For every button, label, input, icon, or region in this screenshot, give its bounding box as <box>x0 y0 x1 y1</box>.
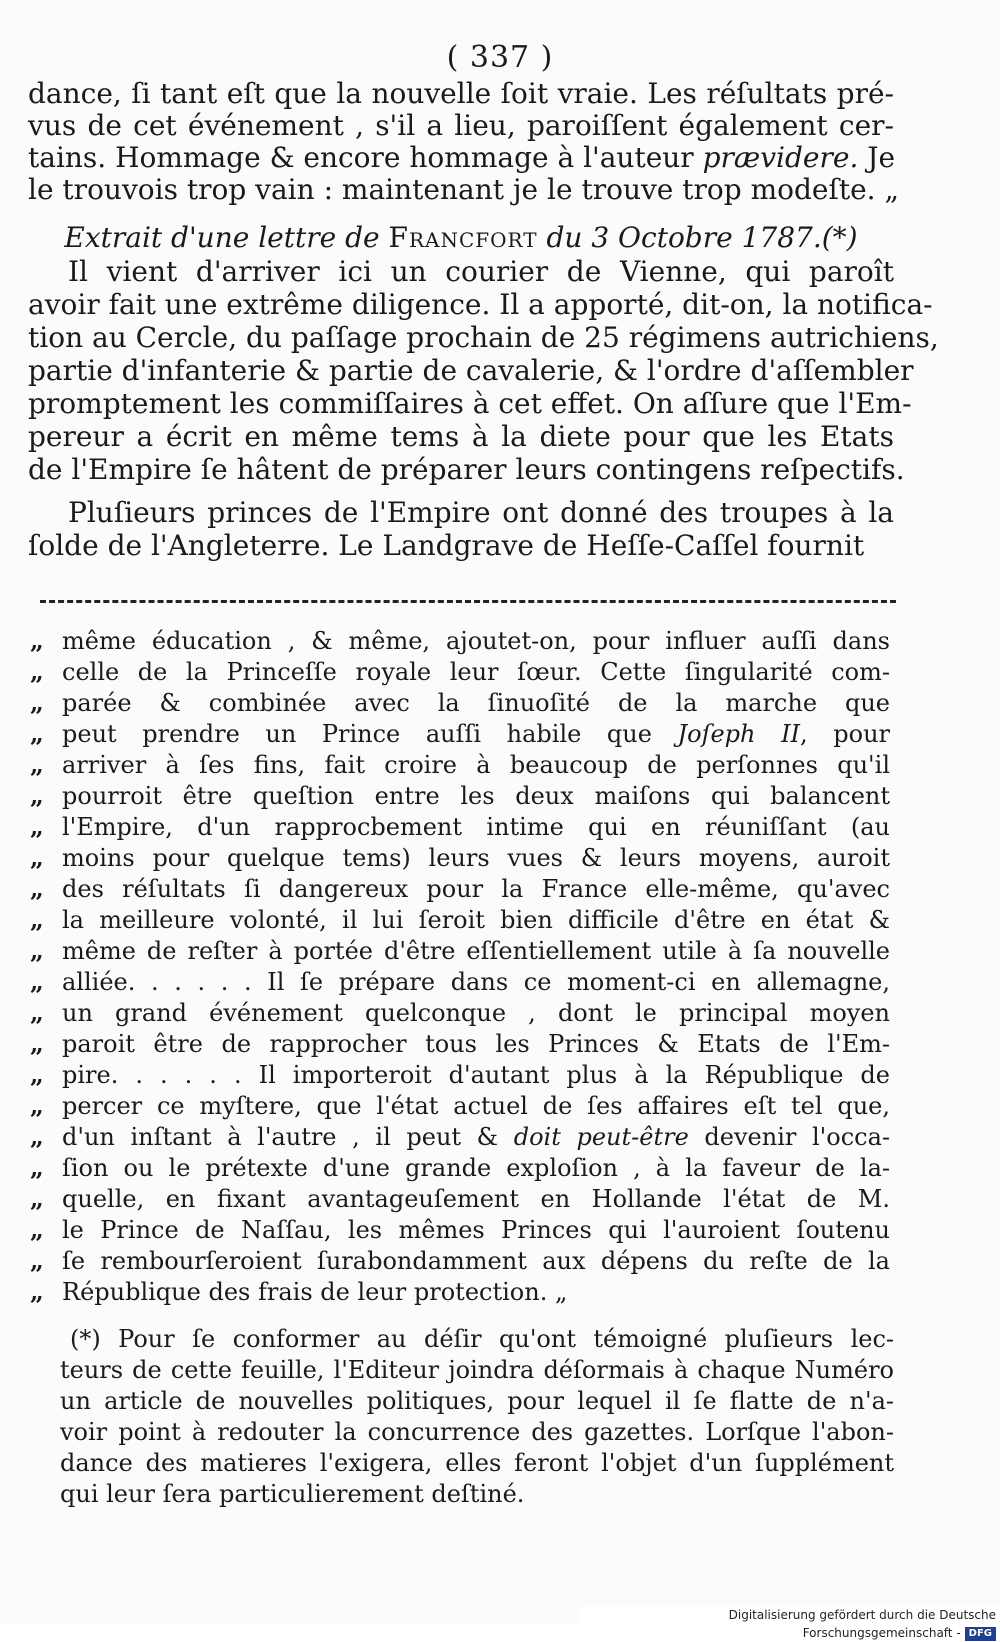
quote-text: ſe rembourſeroient ſurabondamment aux dépens du reſte de la <box>62 1247 890 1275</box>
quote-line <box>30 626 894 656</box>
footer-text: Digitalisierung gefördert durch die Deutsche Forschungsgemeinschaft - <box>728 1608 996 1640</box>
footnote-line: un article de nouvelles politiques, pour lequel il ſe flatte de n'a- <box>60 1387 894 1415</box>
text-line: vus de cet événement , s'il a lieu, paroiſſent également cer- <box>28 109 894 142</box>
text-line: tion au Cercle, du paſſage prochain de 25 régimens autrichiens, <box>28 321 939 354</box>
footnote-line: dance des matieres l'exigera, elles feront l'objet d'un ſupplément <box>60 1449 894 1477</box>
quote-line <box>30 688 894 718</box>
quote-text: un grand événement quelconque , dont le principal moyen <box>62 999 890 1027</box>
heading-date: du 3 Octobre 1787.(*) <box>546 221 858 254</box>
quote-mark: „ <box>30 750 44 779</box>
quote-line <box>30 1029 894 1059</box>
quote-text: moins pour quelque tems) leurs vues & leurs moyens, auroit <box>62 844 890 872</box>
quote-text <box>62 719 890 749</box>
quote-text: pire. . . . . . Il importeroit d'autant plus à la République de <box>62 1061 890 1089</box>
heading-extrait: Extrait d'une lettre de <box>64 221 380 254</box>
quote-line <box>30 1277 894 1307</box>
text-line: de l'Empire ſe hâtent de préparer leurs contingens reſpectifs. <box>28 453 905 486</box>
text-line: promptement les commiſſaires à cet effet. On aſſure que l'Em- <box>28 387 912 420</box>
text-span: devenir l'occa- <box>704 1123 891 1151</box>
text-line: Il vient d'arriver ici un courier de Vienne, qui paroît <box>68 255 894 288</box>
quote-text: même éducation , & même, ajoutet-on, pour influer auſſi dans <box>62 627 890 655</box>
text-span: peut prendre un Prince auſſi habile que <box>62 720 652 748</box>
text-span: , pour <box>800 720 890 748</box>
quote-mark: „ <box>30 905 44 934</box>
quote-mark: „ <box>30 874 44 903</box>
footnote-line: (*) Pour ſe conformer au déſir qu'ont témoigné pluſieurs lec- <box>70 1325 894 1353</box>
quote-text: arriver à ſes fins, fait croire à beaucoup de perſonnes qu'il <box>62 751 890 779</box>
quote-mark: „ <box>30 626 44 655</box>
text-span: d'un inſtant à l'autre , il peut & <box>62 1123 499 1151</box>
quote-line <box>30 781 894 811</box>
quote-line <box>30 750 894 780</box>
quote-line <box>30 967 894 997</box>
quote-mark: „ <box>30 688 44 717</box>
text-line: avoir fait une extrême diligence. Il a apporté, dit-on, la notifica- <box>28 288 933 321</box>
quote-line <box>30 1246 894 1276</box>
quote-line <box>30 1184 894 1214</box>
dfg-logo: DFG <box>965 1627 996 1641</box>
quote-text: quelle, en fixant avantageuſement en Hollande l'état de M. <box>62 1185 890 1213</box>
quote-text: même de reſter à portée d'être eſſentiellement utile à ſa nouvelle <box>62 937 890 965</box>
quote-line <box>30 905 894 935</box>
text-line: partie d'infanterie & partie de cavalerie, & l'ordre d'aſſembler <box>28 354 914 387</box>
text-span: tains. Hommage & encore hommage à l'auteur <box>28 141 694 174</box>
text-line: ſolde de l'Angleterre. Le Landgrave de Heſſe-Caſſel fournit <box>28 529 865 562</box>
quote-mark: „ <box>30 1091 44 1120</box>
quote-mark: „ <box>30 1215 44 1244</box>
quote-text: alliée. . . . . . Il ſe prépare dans ce moment-ci en allemagne, <box>62 968 890 996</box>
quote-text: pourroit être queſtion entre les deux maiſons qui balancent <box>62 782 890 810</box>
name-joseph: Joſeph II <box>677 720 801 748</box>
quote-mark: „ <box>30 1060 44 1089</box>
quote-mark: „ <box>30 657 44 686</box>
quote-text: percer ce myſtere, que l'état actuel de ſes affaires eſt tel que, <box>62 1092 890 1120</box>
quote-mark: „ <box>30 1246 44 1275</box>
quote-mark: „ <box>30 719 44 748</box>
quote-line <box>30 1215 894 1245</box>
italic-phrase: doit peut-être <box>513 1123 689 1151</box>
quote-line <box>30 1091 894 1121</box>
quote-line <box>30 1122 894 1152</box>
digitization-footer <box>580 1606 1000 1640</box>
quote-mark: „ <box>30 1153 44 1182</box>
quote-text: celle de la Princeſſe royale leur ſœur. Cette ſingularité com- <box>62 658 890 686</box>
quote-line <box>30 719 894 749</box>
quote-mark: „ <box>30 1029 44 1058</box>
text-line: Pluſieurs princes de l'Empire ont donné des troupes à la <box>68 496 894 529</box>
text-line: le trouvois trop vain : maintenant je le trouve trop modeſte. „ <box>28 173 899 206</box>
page-number: ( 337 ) <box>446 40 554 75</box>
footnote-line: qui leur ſera particulierement deſtiné. <box>60 1480 525 1508</box>
quote-mark: „ <box>30 936 44 965</box>
quote-line <box>30 657 894 687</box>
quote-text: le Prince de Naſſau, les mêmes Princes qui l'auroient ſoutenu <box>62 1216 890 1244</box>
heading-city: Francfort <box>388 221 538 254</box>
quote-line <box>30 998 894 1028</box>
text-line: pereur a écrit en même tems à la diete pour que les Etats <box>28 420 894 453</box>
latin-word: prævidere. <box>702 141 859 174</box>
quote-text: l'Empire, d'un rapprocbement intime qui en réuniſſant (au <box>62 813 890 841</box>
quote-mark: „ <box>30 1277 44 1306</box>
quote-text: la meilleure volonté, il lui ſeroit bien difficile d'être en état & <box>62 906 890 934</box>
text-span: Je <box>867 141 896 174</box>
quote-text: parée & combinée avec la ſinuoſité de la marche que <box>62 689 890 717</box>
separator-rule <box>40 600 896 603</box>
footnote-line: teurs de cette feuille, l'Editeur joindra déſormais à chaque Numéro <box>60 1356 894 1384</box>
quote-mark: „ <box>30 1122 44 1151</box>
quote-text: paroit être de rapprocher tous les Princes & Etats de l'Em- <box>62 1030 890 1058</box>
quote-line <box>30 936 894 966</box>
quote-mark: „ <box>30 812 44 841</box>
quote-mark: „ <box>30 843 44 872</box>
section-heading <box>28 222 894 254</box>
quote-line <box>30 1060 894 1090</box>
text-line: dance, ſi tant eſt que la nouvelle ſoit vraie. Les réſultats pré- <box>28 77 894 110</box>
quote-text <box>62 1122 890 1152</box>
text-line <box>28 142 894 174</box>
quote-line <box>30 1153 894 1183</box>
quote-text: des réſultats ſi dangereux pour la France elle-même, qu'avec <box>62 875 890 903</box>
quote-mark: „ <box>30 998 44 1027</box>
quote-mark: „ <box>30 1184 44 1213</box>
quote-mark: „ <box>30 781 44 810</box>
quote-text: République des frais de leur protection. „ <box>62 1278 568 1306</box>
quote-line <box>30 812 894 842</box>
quote-mark: „ <box>30 967 44 996</box>
footnote-line: voir point à redouter la concurrence des gazettes. Lorſque l'abon- <box>60 1418 894 1446</box>
quote-text: ſion ou le prétexte d'une grande exploſion , à la faveur de la- <box>62 1154 890 1182</box>
quote-line <box>30 874 894 904</box>
quote-line <box>30 843 894 873</box>
